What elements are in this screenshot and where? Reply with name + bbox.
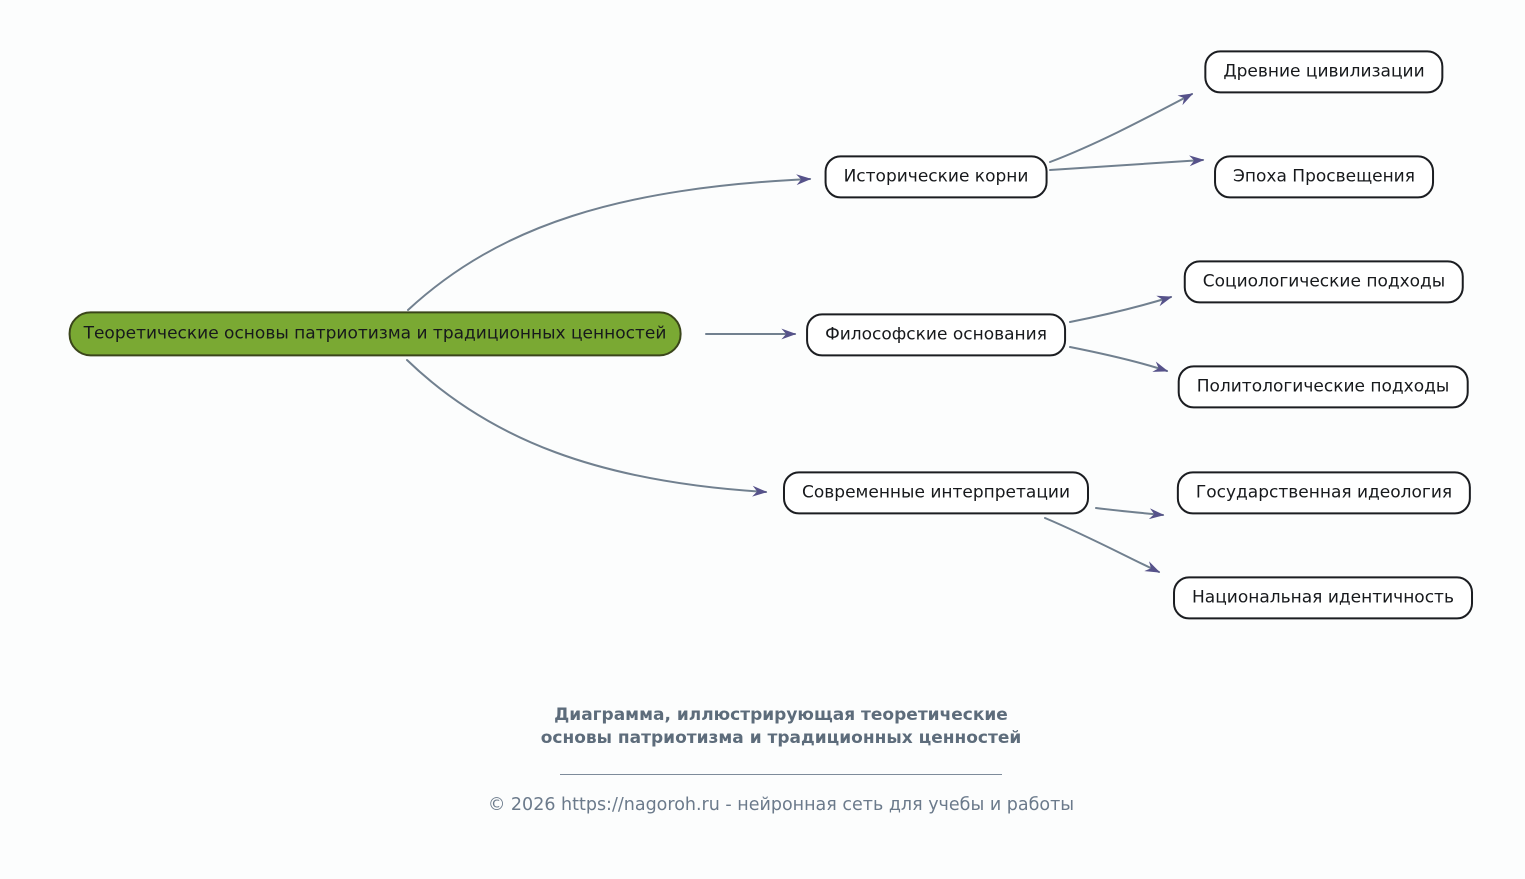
node-sociological-approaches: Социологические подходы bbox=[1184, 260, 1464, 303]
copyright-line: © 2026 https://nagoroh.ru - нейронная сеть для учебы и работы bbox=[487, 794, 1075, 815]
edge-historical-to-enlightenment bbox=[1050, 160, 1203, 170]
node-ancient-civilizations: Древние цивилизации bbox=[1204, 50, 1443, 93]
node-philosophical-foundations: Философские основания bbox=[806, 313, 1066, 356]
node-modern-interpretations: Современные интерпретации bbox=[783, 471, 1089, 514]
edge-modern-to-state bbox=[1096, 508, 1163, 515]
edge-root-to-modern bbox=[407, 360, 766, 492]
node-national-identity: Национальная идентичность bbox=[1173, 576, 1473, 619]
caption-line-1: Диаграмма, иллюстрирующая теоретические bbox=[554, 705, 1008, 725]
edge-historical-to-ancient bbox=[1050, 94, 1192, 162]
node-political-science-approaches: Политологические подходы bbox=[1178, 365, 1469, 408]
node-state-ideology: Государственная идеология bbox=[1177, 471, 1471, 514]
node-enlightenment-era: Эпоха Просвещения bbox=[1214, 155, 1434, 198]
node-root: Теоретические основы патриотизма и традиционных ценностей bbox=[69, 311, 682, 356]
edge-philosophical-to-political bbox=[1070, 347, 1167, 371]
edge-root-to-historical bbox=[408, 179, 810, 310]
footer-divider bbox=[560, 774, 1002, 775]
footer bbox=[431, 704, 1131, 815]
caption-line-2: основы патриотизма и традиционных ценностей bbox=[540, 727, 1022, 748]
edge-philosophical-to-sociological bbox=[1070, 297, 1171, 322]
diagram-caption bbox=[431, 704, 1131, 750]
node-historical-roots: Исторические корни bbox=[825, 155, 1048, 198]
edge-modern-to-national bbox=[1045, 518, 1159, 572]
